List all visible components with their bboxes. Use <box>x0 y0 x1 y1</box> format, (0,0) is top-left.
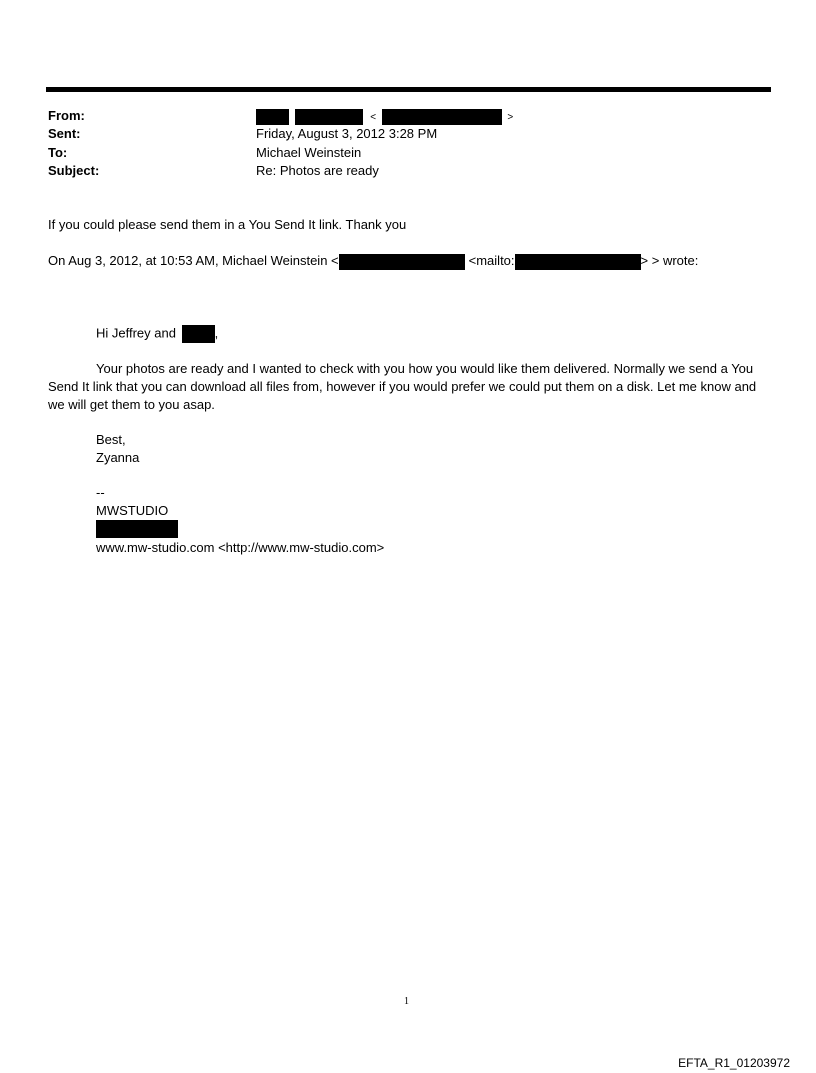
subject-label: Subject: <box>48 163 100 178</box>
from-email-open: < <box>370 112 377 123</box>
redaction-block <box>339 254 465 270</box>
from-value <box>256 108 513 125</box>
signature-separator: -- <box>96 485 105 500</box>
redaction-block <box>295 109 363 125</box>
quote-mailto: <mailto: <box>468 253 515 268</box>
reply-text: If you could please send them in a You Send It link. Thank you <box>48 217 407 232</box>
website-link[interactable]: www.mw-studio.com <http://www.mw-studio.com> <box>96 540 385 555</box>
sent-label: Sent: <box>48 126 81 141</box>
from-email-close: > <box>507 112 514 123</box>
greeting <box>96 325 218 343</box>
quote-prefix: On Aug 3, 2012, at 10:53 AM, Michael Weinstein < <box>48 253 339 268</box>
closing: Best, <box>96 432 126 447</box>
body-paragraph: Your photos are ready and I wanted to check with you how you would like them delivered. Normally we send a You Send It link that you can download all files from, however if you would prefer we could put them on a disk. Let me know and we will get them to you asap. <box>48 361 757 412</box>
redaction-block <box>182 325 215 343</box>
from-label: From: <box>48 108 85 123</box>
subject-value: Re: Photos are ready <box>256 163 379 178</box>
to-value: Michael Weinstein <box>256 145 362 160</box>
redaction-block <box>382 109 502 125</box>
studio-name: MWSTUDIO <box>96 503 169 518</box>
redaction-block <box>96 520 178 538</box>
bates-number: EFTA_R1_01203972 <box>678 1056 790 1070</box>
greeting-suffix: , <box>214 325 219 341</box>
greeting-prefix: Hi Jeffrey and <box>96 325 176 341</box>
quote-attribution <box>48 253 698 270</box>
signer-name: Zyanna <box>96 450 140 465</box>
redaction-block <box>515 254 641 270</box>
redaction-block <box>256 109 289 125</box>
header-rule <box>46 87 771 92</box>
page-number: 1 <box>404 996 409 1007</box>
quote-suffix: > > wrote: <box>640 253 699 268</box>
sent-value: Friday, August 3, 2012 3:28 PM <box>256 126 438 141</box>
to-label: To: <box>48 145 68 160</box>
